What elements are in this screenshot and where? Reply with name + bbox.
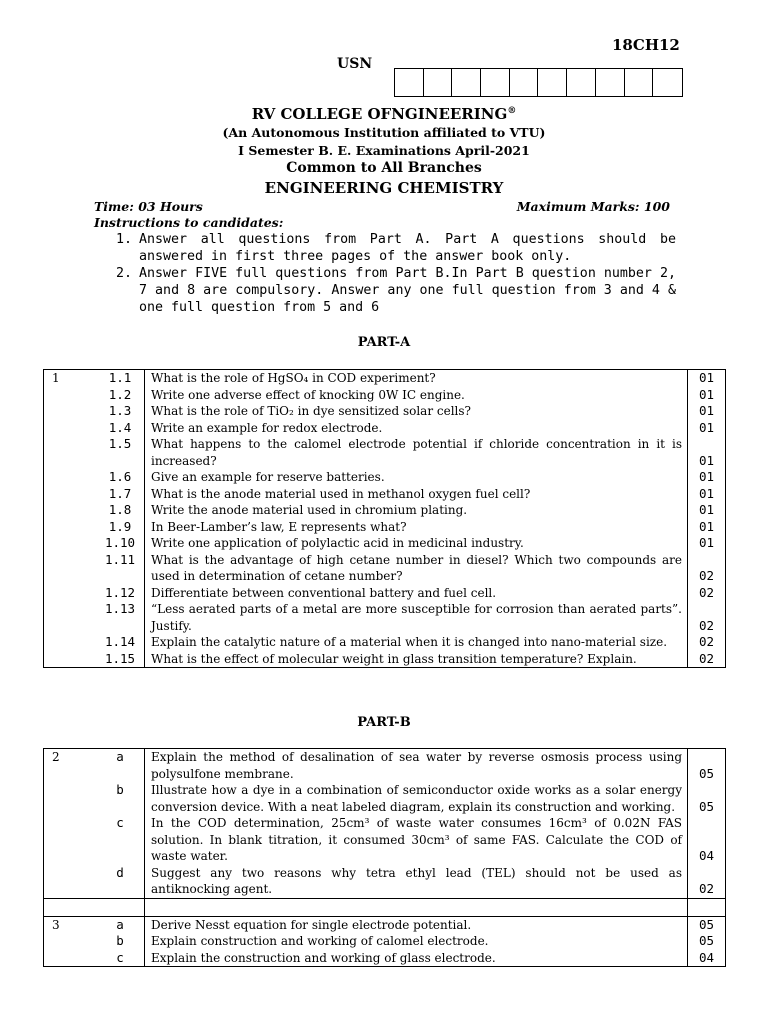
question-marks: 02 (688, 865, 726, 899)
question-marks: 05 (688, 916, 726, 933)
question-number (44, 436, 97, 469)
college-name: RV COLLEGE OFNGINEERING® (251, 105, 517, 123)
question-row (44, 585, 726, 602)
autonomous-line: (An Autonomous Institution affiliated to VTU) (222, 125, 546, 140)
sub-question-number: 1.11 (96, 552, 145, 585)
question-text: Explain the method of desalination of sea water by reverse osmosis process using polysulfone membrane. (145, 749, 688, 783)
question-marks: 02 (688, 585, 726, 602)
question-marks: 01 (688, 387, 726, 404)
question-row (44, 519, 726, 536)
question-marks: 01 (688, 486, 726, 503)
question-marks: 01 (688, 502, 726, 519)
question-text: Derive Nesst equation for single electrode potential. (145, 916, 688, 933)
question-number (44, 486, 97, 503)
question-marks: 02 (688, 552, 726, 585)
common-branches-line: Common to All Branches (286, 160, 482, 176)
question-marks: 01 (688, 403, 726, 420)
sub-question-number: 1.12 (96, 585, 145, 602)
question-number (44, 519, 97, 536)
sub-question-number: d (96, 865, 145, 899)
question-row (44, 865, 726, 899)
instruction-item (116, 265, 676, 316)
question-number: 1 (44, 370, 97, 387)
sub-question-number: 1.5 (96, 436, 145, 469)
subject-title: ENGINEERING CHEMISTRY (264, 179, 504, 197)
table-separator-row (44, 898, 726, 916)
question-row (44, 634, 726, 651)
question-text: What is the anode material used in methanol oxygen fuel cell? (145, 486, 688, 503)
question-row (44, 486, 726, 503)
question-number (44, 502, 97, 519)
question-marks: 04 (688, 815, 726, 865)
instructions-list (116, 231, 676, 316)
instruction-text: Answer all questions from Part A. Part A questions should be answered in first three pages of the answer book only. (139, 232, 676, 264)
question-text: What is the advantage of high cetane number in diesel? Which two compounds are used in determination of cetane number? (145, 552, 688, 585)
usn-box[interactable] (625, 69, 654, 96)
usn-box[interactable] (596, 69, 625, 96)
question-number: 3 (44, 916, 97, 933)
instruction-item (116, 231, 676, 265)
question-text: Write one adverse effect of knocking 0W IC engine. (145, 387, 688, 404)
question-marks: 05 (688, 782, 726, 815)
question-row (44, 601, 726, 634)
question-marks: 01 (688, 469, 726, 486)
max-marks: Maximum Marks: 100 (516, 199, 670, 214)
question-row (44, 782, 726, 815)
question-text: Explain construction and working of calomel electrode. (145, 933, 688, 950)
question-marks: 01 (688, 420, 726, 437)
usn-box[interactable] (653, 69, 682, 96)
question-text: What is the role of HgSO₄ in COD experiment? (145, 370, 688, 387)
sub-question-number: 1.1 (96, 370, 145, 387)
question-number (44, 950, 97, 967)
question-text: Write the anode material used in chromium plating. (145, 502, 688, 519)
usn-box[interactable] (424, 69, 453, 96)
question-text: What happens to the calomel electrode potential if chloride concentration in it is increased? (145, 436, 688, 469)
usn-box[interactable] (538, 69, 567, 96)
instructions-title: Instructions to candidates: (94, 215, 284, 230)
sub-question-number: b (96, 933, 145, 950)
usn-box[interactable] (567, 69, 596, 96)
sub-question-number: 1.13 (96, 601, 145, 634)
sub-question-number: a (96, 916, 145, 933)
sub-question-number: c (96, 815, 145, 865)
question-number (44, 865, 97, 899)
question-marks: 05 (688, 933, 726, 950)
question-row (44, 916, 726, 933)
question-number (44, 815, 97, 865)
question-number (44, 585, 97, 602)
sub-question-number: b (96, 782, 145, 815)
question-text: Suggest any two reasons why tetra ethyl lead (TEL) should not be used as antiknocking agent. (145, 865, 688, 899)
sub-question-number: 1.15 (96, 651, 145, 668)
question-marks: 04 (688, 950, 726, 967)
question-row (44, 933, 726, 950)
sub-question-number: 1.2 (96, 387, 145, 404)
sub-question-number: 1.10 (96, 535, 145, 552)
sub-question-number: 1.6 (96, 469, 145, 486)
sub-question-number: c (96, 950, 145, 967)
question-marks: 01 (688, 370, 726, 387)
question-row (44, 387, 726, 404)
question-number (44, 601, 97, 634)
question-text: “Less aerated parts of a metal are more susceptible for corrosion than aerated parts”. Justify. (145, 601, 688, 634)
question-row (44, 815, 726, 865)
question-text: Give an example for reserve batteries. (145, 469, 688, 486)
question-row (44, 403, 726, 420)
question-text: In Beer-Lamber’s law, E represents what? (145, 519, 688, 536)
question-text: What is the effect of molecular weight in glass transition temperature? Explain. (145, 651, 688, 668)
sub-question-number: 1.9 (96, 519, 145, 536)
part-b-title: PART-B (357, 715, 411, 730)
sub-question-number: 1.3 (96, 403, 145, 420)
question-text: Write an example for redox electrode. (145, 420, 688, 437)
exam-time: Time: 03 Hours (94, 199, 203, 214)
instruction-number: 2. (116, 266, 133, 281)
question-number (44, 403, 97, 420)
sub-question-number: 1.7 (96, 486, 145, 503)
instruction-number: 1. (116, 232, 133, 247)
question-marks: 01 (688, 436, 726, 469)
usn-boxes (394, 68, 683, 97)
question-number (44, 634, 97, 651)
question-marks: 01 (688, 535, 726, 552)
question-row (44, 436, 726, 469)
instruction-text: Answer FIVE full questions from Part B.In Part B question number 2, 7 and 8 are compulsory. Answer any one full question from 3 and 4 & one full question from 5 and 6 (139, 266, 676, 315)
sub-question-number: 1.8 (96, 502, 145, 519)
question-text: Differentiate between conventional battery and fuel cell. (145, 585, 688, 602)
question-row (44, 749, 726, 783)
question-number (44, 535, 97, 552)
registered-mark: ® (507, 106, 517, 116)
part-b-table (43, 748, 726, 967)
sub-question-number: a (96, 749, 145, 783)
usn-box[interactable] (510, 69, 539, 96)
question-marks: 02 (688, 601, 726, 634)
question-row (44, 950, 726, 967)
question-number (44, 782, 97, 815)
usn-box[interactable] (395, 69, 424, 96)
question-text: Write one application of polylactic acid in medicinal industry. (145, 535, 688, 552)
question-number (44, 420, 97, 437)
question-marks: 02 (688, 634, 726, 651)
question-text: In the COD determination, 25cm³ of waste water consumes 16cm³ of 0.02N FAS solution. In blank titration, it consumed 30cm³ of same FAS. Calculate the COD of waste water. (145, 815, 688, 865)
usn-box[interactable] (481, 69, 510, 96)
part-a-table (43, 369, 726, 668)
question-marks: 01 (688, 519, 726, 536)
question-number (44, 469, 97, 486)
course-code: 18CH12 (612, 36, 680, 54)
question-text: Illustrate how a dye in a combination of semiconductor oxide works as a solar energy conversion device. With a neat labeled diagram, explain its construction and working. (145, 782, 688, 815)
question-row (44, 535, 726, 552)
usn-box[interactable] (452, 69, 481, 96)
question-text: Explain the catalytic nature of a material when it is changed into nano-material size. (145, 634, 688, 651)
question-row (44, 552, 726, 585)
question-marks: 05 (688, 749, 726, 783)
question-number (44, 933, 97, 950)
question-row (44, 370, 726, 387)
usn-label: USN (337, 56, 373, 72)
question-row (44, 502, 726, 519)
question-row (44, 469, 726, 486)
sub-question-number: 1.4 (96, 420, 145, 437)
question-text: Explain the construction and working of glass electrode. (145, 950, 688, 967)
question-number (44, 651, 97, 668)
question-marks: 02 (688, 651, 726, 668)
question-number (44, 387, 97, 404)
question-number (44, 552, 97, 585)
question-text: What is the role of TiO₂ in dye sensitized solar cells? (145, 403, 688, 420)
sub-question-number: 1.14 (96, 634, 145, 651)
question-row (44, 651, 726, 668)
question-row (44, 420, 726, 437)
exam-line: I Semester B. E. Examinations April-2021 (238, 143, 530, 158)
part-a-title: PART-A (357, 335, 411, 350)
question-number: 2 (44, 749, 97, 783)
